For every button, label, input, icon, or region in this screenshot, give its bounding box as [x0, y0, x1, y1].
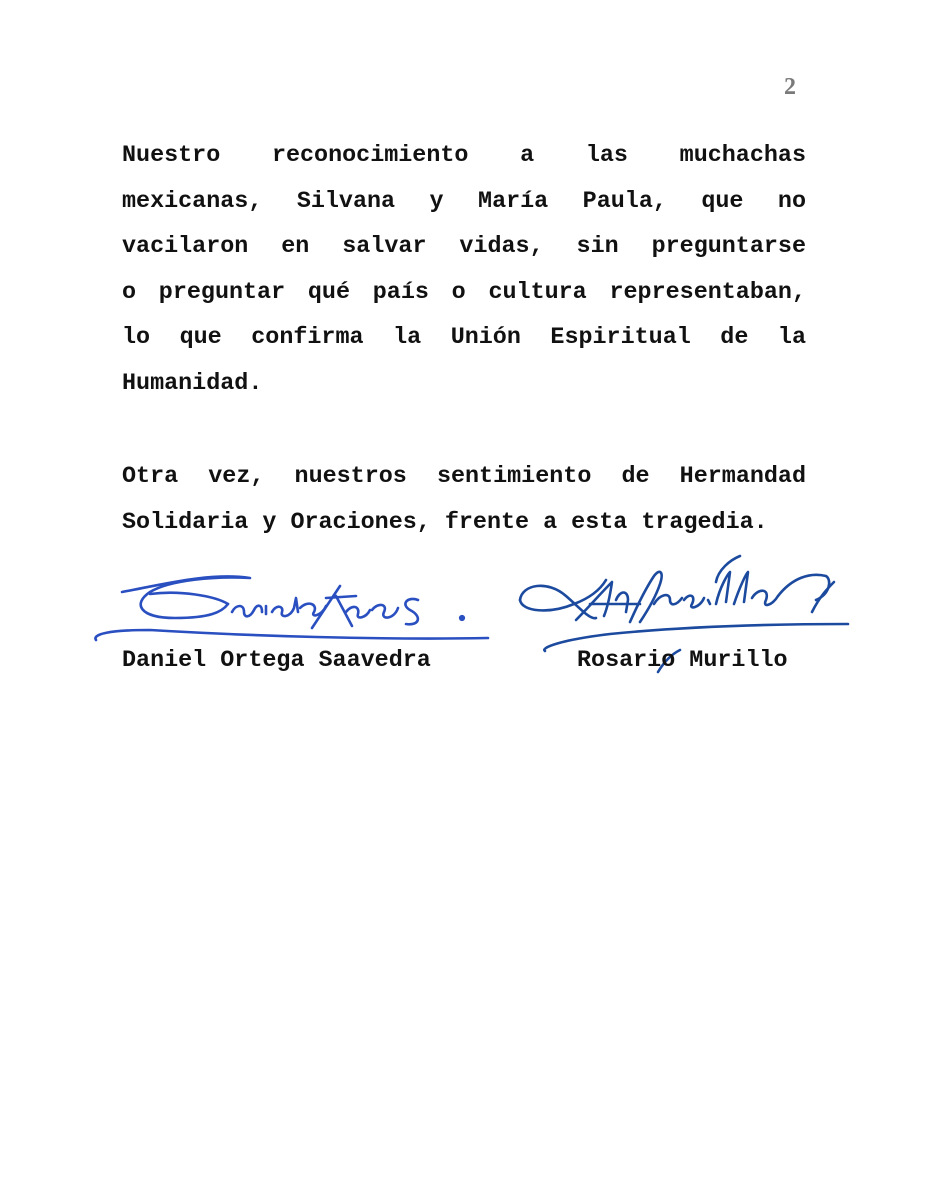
signatory-name: Daniel Ortega Saavedra [122, 648, 431, 674]
paragraph-line: vacilaron en salvar vidas, sin preguntarse [122, 234, 806, 260]
paragraph-line: lo que confirma la Unión Espiritual de la [122, 325, 806, 351]
paragraph-line: Humanidad. [122, 370, 263, 397]
paragraph-line: Nuestro reconocimiento a las muchachas [122, 143, 806, 169]
page-number: 2 [784, 74, 796, 100]
signatory-name: Rosario Murillo [577, 648, 788, 674]
paragraph-line: mexicanas, Silvana y María Paula, que no [122, 188, 806, 215]
paragraph-line: Otra vez, nuestros sentimiento de Hermandad [122, 464, 806, 490]
paragraph-line: Solidaria y Oraciones, frente a esta tragedia. [122, 509, 768, 536]
paragraph-line: o preguntar qué país o cultura representaban, [122, 279, 806, 306]
